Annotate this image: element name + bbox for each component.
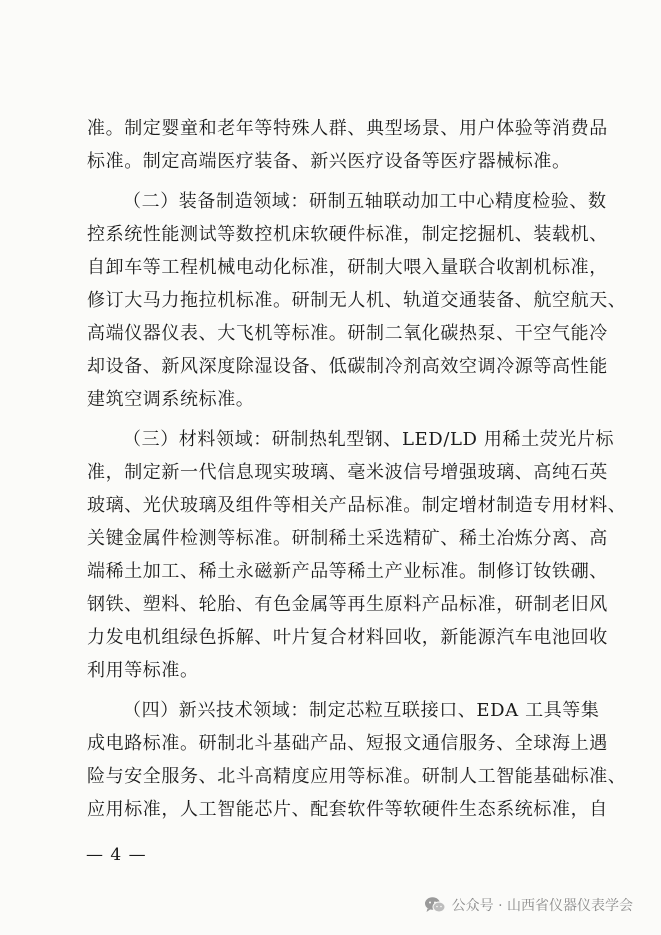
text-line: 应用标准，人工智能芯片、配套软件等软硬件生态系统标准，自	[87, 799, 608, 820]
text-line: （二）装备制造领域：研制五轴联动加工中心精度检验、数	[123, 191, 607, 212]
text-line: 钢铁、塑料、轮胎、有色金属等再生原料产品标准，研制老旧风	[87, 594, 608, 615]
body-text	[87, 112, 627, 826]
text-line: 却设备、新风深度除湿设备、低碳制冷剂高效空调冷源等高性能	[87, 356, 608, 377]
text-line: （三）材料领域：研制热轧型钢、LED/LD 用稀土荧光片标	[123, 429, 615, 450]
text-line: 险与安全服务、北斗高精度应用等标准。研制人工智能基础标准、	[87, 766, 627, 787]
wechat-icon	[424, 896, 446, 914]
watermark-text: 公众号 · 山西省仪器仪表学会	[451, 898, 633, 914]
text-line: 关键金属件检测等标准。研制稀土采选精矿、稀土冶炼分离、高	[87, 528, 608, 549]
text-line: 控系统性能测试等数控机床软硬件标准，制定挖掘机、装载机、	[87, 224, 608, 245]
text-line: （四）新兴技术领域：制定芯粒互联接口、EDA 工具等集	[123, 700, 600, 721]
text-line: 自卸车等工程机械电动化标准，研制大喂入量联合收割机标准，	[87, 257, 608, 278]
text-line: 标准。制定高端医疗装备、新兴医疗设备等医疗器械标准。	[87, 151, 571, 172]
text-line: 高端仪器仪表、大飞机等标准。研制二氧化碳热泵、干空气能冷	[87, 323, 608, 344]
text-line: 准。制定婴童和老年等特殊人群、典型场景、用户体验等消费品	[87, 118, 608, 139]
text-line: 玻璃、光伏玻璃及组件等相关产品标准。制定增材制造专用材料、	[87, 495, 627, 516]
text-line: 利用等标准。	[87, 660, 199, 681]
text-line: 准，制定新一代信息现实玻璃、毫米波信号增强玻璃、高纯石英	[87, 462, 608, 483]
text-line: 建筑空调系统标准。	[87, 389, 255, 410]
text-line: 力发电机组绿色拆解、叶片复合材料回收，新能源汽车电池回收	[87, 627, 608, 648]
watermark	[424, 895, 633, 915]
text-line: 端稀土加工、稀土永磁新产品等稀土产业标准。制修订钕铁硼、	[87, 561, 608, 582]
text-line: 修订大马力拖拉机标准。研制无人机、轨道交通装备、航空航天、	[87, 290, 627, 311]
text-line: 成电路标准。研制北斗基础产品、短报文通信服务、全球海上遇	[87, 733, 608, 754]
page-number: — 4 —	[86, 845, 147, 865]
